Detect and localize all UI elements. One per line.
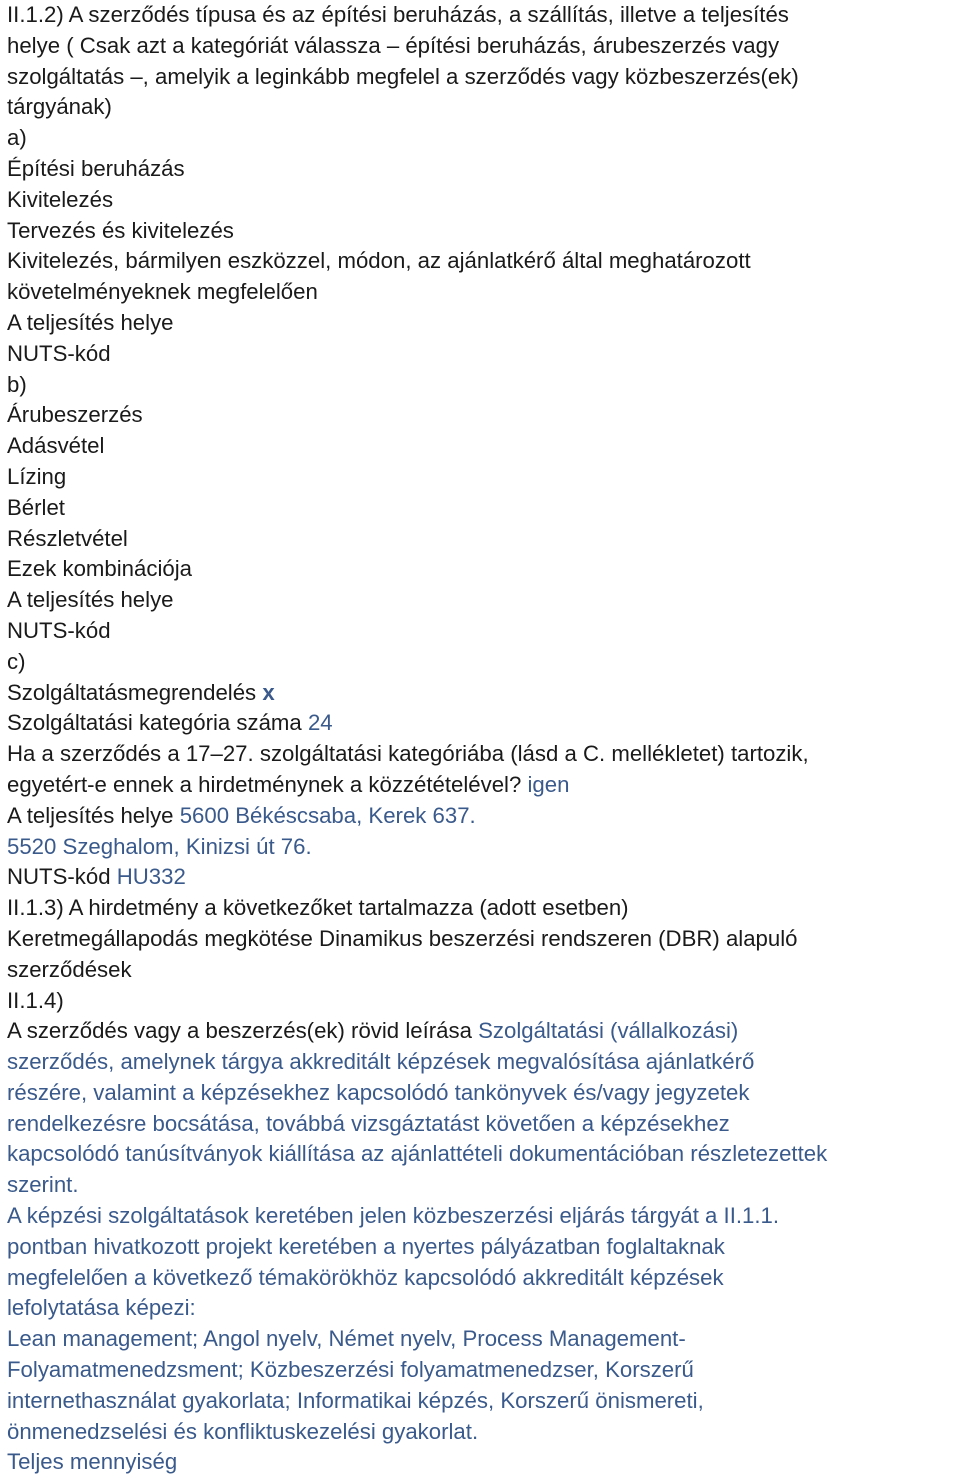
description-line: részére, valamint a képzésekhez kapcsolódó tankönyvek és/vagy jegyzetek xyxy=(7,1079,750,1105)
service-category-value: 24 xyxy=(307,710,333,736)
service-category-row xyxy=(7,708,957,739)
question-row xyxy=(7,770,957,801)
description-line: kapcsolódó tanúsítványok kiállítása az ajánlattételi dokumentációban részletezettek xyxy=(7,1141,828,1167)
description-line: megfelelően a következő témakörökhöz kapcsolódó akkreditált képzések xyxy=(7,1264,724,1290)
description-line: pontban hivatkozott projekt keretében a nyertes pályázatban foglaltaknak xyxy=(7,1233,725,1259)
section-heading: II.1.3) A hirdetmény a következőket tartalmazza (adott esetben) xyxy=(7,895,629,921)
option-c-category-row xyxy=(7,678,957,709)
description-line: A képzési szolgáltatások keretében jelen közbeszerzési eljárás tárgyát a II.1.1. xyxy=(7,1203,780,1229)
nuts-label: NUTS-kód xyxy=(7,864,111,890)
description-line: internethasználat gyakorlata; Informatikai képzés, Korszerű önismereti, xyxy=(7,1387,704,1413)
section-ii-1-4 xyxy=(7,986,957,1448)
option-a-item-long: Kivitelezés, bármilyen eszközzel, módon, az ajánlatkérő által meghatározott xyxy=(7,248,751,274)
option-b-item: Adásvétel xyxy=(7,433,105,459)
section-heading-line: szolgáltatás –, amelyik a leginkább megfelel a szerződés vagy közbeszerzés(ek) xyxy=(7,63,799,89)
total-quantity-label: Teljes mennyiség xyxy=(7,1449,178,1475)
description-line: önmenedzselési és konfliktuskezelési gyakorlat. xyxy=(7,1418,479,1444)
option-c-marker: c) xyxy=(7,648,26,674)
nuts-value: HU332 xyxy=(116,864,186,890)
description-line: szerint. xyxy=(7,1172,79,1198)
description-value: Szolgáltatási (vállalkozási) xyxy=(478,1018,739,1044)
selected-mark: x xyxy=(262,679,275,705)
question-answer: igen xyxy=(527,771,570,797)
nuts-row xyxy=(7,862,957,893)
question-line: Ha a szerződés a 17–27. szolgáltatási kategóriába (lásd a C. mellékletet) tartozik, xyxy=(7,741,809,767)
place-value: 5600 Békéscsaba, Kerek 637. xyxy=(179,802,476,828)
option-b-item: Bérlet xyxy=(7,494,65,520)
option-b-marker: b) xyxy=(7,371,27,397)
option-a-category: Építési beruházás xyxy=(7,155,185,181)
option-a-item-long: követelményeknek megfelelően xyxy=(7,279,318,305)
description-first-row xyxy=(7,1016,957,1047)
description-label: A szerződés vagy a beszerzés(ek) rövid leírása xyxy=(7,1018,472,1044)
section-ii-1-3 xyxy=(7,893,957,985)
section-heading-line: II.1.2) A szerződés típusa és az építési beruházás, a szállítás, illetve a teljesítés xyxy=(7,2,789,27)
description-line: lefolytatása képezi: xyxy=(7,1295,196,1321)
question-line: egyetért-e ennek a hirdetménynek a közzétételével? xyxy=(7,771,522,797)
section-content-line: szerződések xyxy=(7,956,132,982)
description-line: szerződés, amelynek tárgya akkreditált képzések megvalósítása ajánlatkérő xyxy=(7,1049,755,1075)
option-b-item: Ezek kombinációja xyxy=(7,556,192,582)
section-heading-line: tárgyának) xyxy=(7,94,112,120)
description-line: Folyamatmenedzsment; Közbeszerzési folyamatmenedzser, Korszerű xyxy=(7,1357,694,1383)
option-a-item: Kivitelezés xyxy=(7,186,114,212)
description-line: Lean management; Angol nyelv, Német nyelv, Process Management- xyxy=(7,1326,686,1352)
section-heading: II.1.4) xyxy=(7,987,64,1013)
section-ii-1-2 xyxy=(7,0,957,893)
place-row xyxy=(7,801,957,832)
option-a-item: Tervezés és kivitelezés xyxy=(7,217,234,243)
place-label: A teljesítés helye xyxy=(7,802,174,828)
description-line: rendelkezésre bocsátása, továbbá vizsgáztatást követően a képzésekhez xyxy=(7,1110,730,1136)
option-a-marker: a) xyxy=(7,125,27,151)
section-heading-line: helye ( Csak azt a kategóriát válassza – építési beruházás, árubeszerzés vagy xyxy=(7,32,780,58)
option-c-category-label: Szolgáltatásmegrendelés xyxy=(7,679,257,705)
option-a-place-label: A teljesítés helye xyxy=(7,309,174,335)
document-page xyxy=(7,0,957,1478)
option-b-item: Lízing xyxy=(7,463,67,489)
option-b-category: Árubeszerzés xyxy=(7,402,143,428)
option-b-nuts-label: NUTS-kód xyxy=(7,617,111,643)
service-category-label: Szolgáltatási kategória száma xyxy=(7,710,302,736)
option-a-nuts-label: NUTS-kód xyxy=(7,340,111,366)
place-value-2: 5520 Szeghalom, Kinizsi út 76. xyxy=(7,833,312,859)
option-b-place-label: A teljesítés helye xyxy=(7,587,174,613)
option-b-item: Részletvétel xyxy=(7,525,128,551)
section-content-line: Keretmegállapodás megkötése Dinamikus beszerzési rendszeren (DBR) alapuló xyxy=(7,925,798,951)
